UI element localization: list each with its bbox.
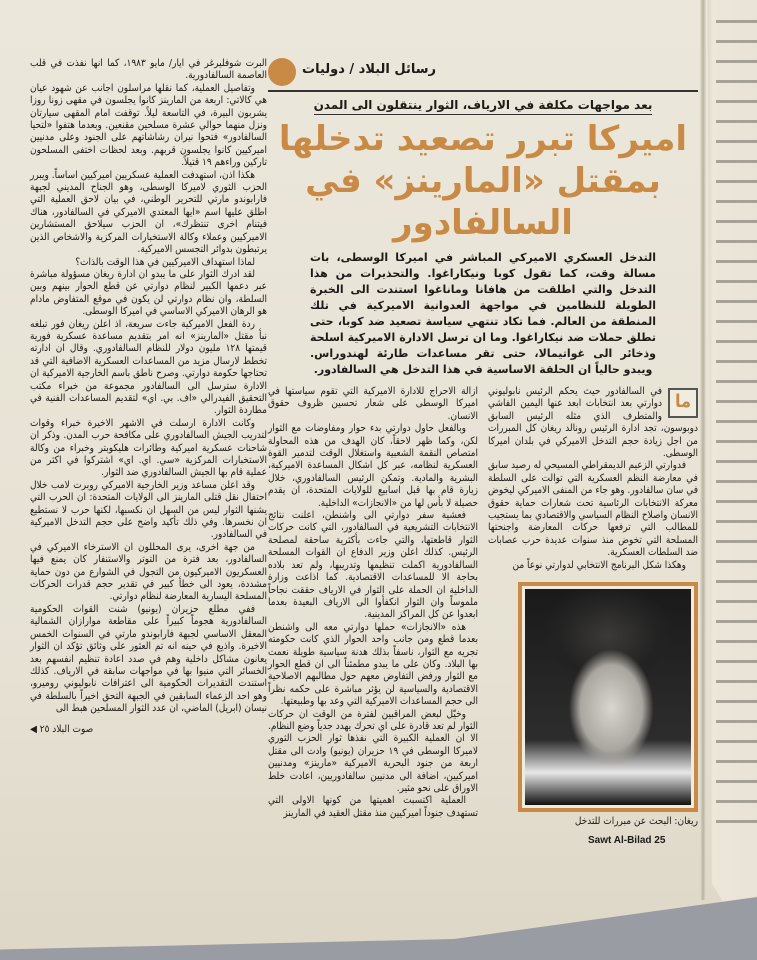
paragraph: هذه «الانجازات» حملها دوارتي معه الى واشنطن بعدما قطع ومن جانب واحد الحوار الذي كانت حكومته تجريه مع الثوار، ناسفاً بذلك هدنة سياسية طويلة نعمت بها البلاد. وكان على ما يبدو مطمئناً الى ان قطع الحوار مع الثوار ورفض التفاوض معهم حول مطالبهم الاصلاحية الاقتصادية والسياسية لن يؤثر مباشرة على حكمه نظراً الى حجم المساعدات الاميركية التي وعد بها وطبيعتها. (268, 621, 478, 708)
header-rule (268, 90, 698, 92)
adjacent-page-text (716, 10, 757, 840)
section-dot-icon (268, 58, 296, 86)
paragraph: فدوارتي الزعيم الديمقراطي المسيحي له رصيد سابق في معارضة النظم العسكرية التي توالت على السلطة في سان سالفادور. وهو جاء من المنفى الاميركي ليخوض معركة الانتخابات الرئاسية تحت شعارات حماية حقوق الانسان واصلاح النظام السياسي والاقتصادي بما يستجيب للمطالب التي ترفعها حركات المعارضة واجنحتها المسلحة التي تخوض منذ سنوات عديدة حرب عصابات ضد السلطات العسكرية. (488, 460, 698, 559)
paragraph: ردة الفعل الاميركية جاءت سريعة، اذ اعلن ريغان فور تبلغه نبأ مقتل «المارينز» انه امر بتقديم مساعدة عسكرية فورية قيمتها ١٢٨ مليون دولار للنظام السالفادوري. وقال ان ادارته تخطط لارسال مزيد من المساعدات العسكرية الاضافية التي قد تحتاجها حكومة دوارتي. وصرح ناطق باسم الخارجية الاميركية ان الادارة سترسل الى السالفادور مجموعة من خبراء مكتب التحقيق الفيدرالي «اف. بي. اي» لتقديم المساعدات الفنية في مطاردة الثوار. (30, 318, 267, 417)
paragraph: العملية اكتسبت اهميتها من كونها الاولى التي تستهدف جنوداً اميركيين منذ مقتل العقيد في المارينز (268, 795, 478, 819)
kicker (268, 98, 698, 112)
headline: اميركا تبرر تصعيد تدخلها بمقتل «المارينز» في السالفادور (278, 119, 688, 243)
dropcap-icon (668, 388, 698, 418)
paragraph: ففي مطلع حزيران (يونيو) شنت القوات الحكومية السالفادورية هجوماً كبيراً على مقاطعة موارازان الشمالية المعقل الاساسي لجبهة فارابوندو مارتي في السنوات الخمس الاخيرة. واذيع في حينه انه تم العثور على وثائق تؤكد ان الثوار يعانون مشاكل داخلية وهم في صدد اعادة تنظيم انفسهم بعد الخسائر التي منيوا بها في مواجهات سابقة في الارياف. كذلك استندت التقديرات الحكومية الى اعترافات نابوليوني روميرو، وهو احد الزعماء السابقين في الجبهة التحق اخيراً بالسلطة في نيسان (ابريل) الماضي، ان عدد الثوار المسلحين هبط الى (30, 603, 267, 715)
article-main-area (268, 58, 698, 847)
article-columns (268, 386, 698, 847)
paragraph: هكذا اذن، استهدفت العملية عسكريين اميركيين اساساً. ويبرر الحزب الثوري لاميركا الوسطى، وهو الجناح المديني لجبهة فارابوندو مارتي للتحرير الوطني، في بيان لاحق العملية التي اطلق عليها اسم «ايها المعتدي الاميركي في السالفادور، هناك فيتنام اخرى تنتظرك»، ان الحزب سيلاحق المستشارين الاميركيين وعملاء وكالة الاستخبارات المركزية والاشخاص الذين يرتبطون بدوائر التجسس الاميركية. (30, 169, 267, 256)
page-footer (30, 724, 267, 736)
kicker-text: بعد مواجهات مكلفة في الارياف، الثوار ينتقلون الى المدن (314, 98, 653, 115)
paragraph: ازالة الاحراج للادارة الاميركية التي تقوم سياستها في اميركا الوسطى على شعار تحسين ظروف حقوق الانسان. (268, 386, 478, 422)
page-number-latin: Sawt Al-Bilad 25 (588, 834, 666, 846)
footer-label: صوت البلاد ٢٥ (39, 723, 94, 735)
page-gutter (700, 0, 706, 900)
section-label: رسائل البلاد / دوليات (302, 62, 437, 77)
portrait-image (525, 589, 691, 805)
background-surface (0, 890, 757, 960)
article-column-left (30, 58, 267, 736)
paragraph: البرت شوفليرغر في ايار/ مايو ١٩٨٣، كما انها نفذت في قلب العاصمة السالفادورية. (30, 58, 267, 82)
adjacent-page-edge (702, 0, 757, 960)
paragraph: فعشية سفر دوارتي الى واشنطن، اعلنت نتائج الانتخابات التشريعية في السالفادور، التي كانت حركات الثوار قاطعتها، والتي جاءت بأكثرية ساحقة لمصلحة الرئيس. كذلك اعلن وزير الدفاع ان القوات المسلحة السالفادورية اكملت تنظيمها وتدريبها، ولم تعد بلاده بحاجة الا للمساعدات الاقتصادية. كما اذاعت وزارة الداخلية ان الحملة على الثوار في الارياف حققت نجاحاً ملموساً وان الثوار انكفأوا الى الارياف البعيدة بعدما ابعدوا عن كل المراكز المدينية. (268, 510, 478, 621)
paragraph: وبالفعل حاول دوارتي بدء حوار ومفاوضات مع الثوار لكن، وكما ظهر لاحقاً، كان الهدف من هذه المحاولة امتصاص النقمة الشعبية واستغلال الوقت لتدمير القوة العسكرية لنظامه، عبر كل اشكال المساعدة الاميركية، البشرية والمادية. وتمكن الرئيس السالفادوري، خلال زيارة قام بها قبل اسابيع للولايات المتحدة، ان يقدم حصيلة لا بأس لها من «الانجازات» الداخلية. (268, 423, 478, 509)
paragraph: وكانت الادارة ارسلت في الاشهر الاخيرة خبراء وقوات لتدريب الجيش السالفادوري على مكافحة حرب المدن. وذكر ان شاحنات عسكرية اميركية وطائرات هليكوبتر وخبراء من وكالة الاستخبارات المركزية «سي. اي. اي» اشتركوا في اكثر من عملية قام بها الجيش السالفادوري ضد الثوار. (30, 417, 267, 479)
article-column-right (488, 386, 698, 847)
paragraph: وتفاصيل العملية، كما نقلها مراسلون اجانب عن شهود عيان هي كالاتي: اربعة من المارينز كانوا يجلسون في مقهى زونا روزا يشربون البيرة، في التاسعة ليلاً. توقفت امام المقهى سيارتان ونزل منهما حوالي عشرة مسلحين مقنعين. وبعدما هتفوا «لتحيا السالفادور» فتحوا نيران رشاشاتهم على الجنود وعلى مدنيين اميركيين كانوا يجلسون قربهم. وبعد لحظات اختفى المسلحون تاركين وراءهم ١٩ قتيلاً. (30, 82, 267, 169)
section-header (268, 58, 698, 88)
paragraph: وقد اعلن مساعد وزير الخارجية الاميركي روبرت لامب خلال احتفال نقل قتلى المارينز الى الولايات المتحدة: ان الحرب التي يشنها الثوار ليس من السهل ان نكسبها، لكنها حرب لا نستطيع ان نخسرها. وفي ذلك تأكيد واضح على حجم التدخل الاميركية في السالفادور. (30, 479, 267, 541)
photo-caption: ريغان: البحث عن مبررات للتدخل (574, 816, 698, 828)
paragraph: لماذا استهداف الاميركيين في هذا الوقت بالذات؟ (75, 256, 255, 268)
paragraph: وهكذا شكل البرنامج الانتخابي لدوارتي نوعاً من (512, 559, 686, 571)
dropcap-letter: ما (674, 391, 692, 412)
paragraph: في السالفادور حيث يحكم الرئيس نابوليوني دوارتي بعد انتخابات ابعد عنها اليمين الفاشي والمتطرف الذي مثله الرئيس السابق دوبوسون، تجد ادارة الرئيس رونالد ريغان كل المبررات من اجل زيادة حجم التدخل الاميركي في بلدان اميركا الوسطى. (488, 386, 698, 460)
standfirst: التدخل العسكري الاميركي المباشر في اميركا الوسطى، بات مسالة وقت، كما تقول كوبا ونيكاراغوا. والتحذيرات من هذا التدخل والتي اطلقت من هافانا وماناغوا استندت الى الخبرة الطويلة للنظامين في مواجهة العدوانية الاميركية في تلك المنطقة من العالم. فما تكاد تنتهي سياسة تصعيد ضد كوبا، حتى تطلق حملات ضد نيكاراغوا. وما ان ترسل الادارة الاميركية اسلحة وذخائر الى غواتيمالا، حتى تقر مساعدات طارئة لهندوراس. ويبدو حالياً ان الحلقة الاساسية في هذا التدخل هي السالفادور. (310, 251, 656, 376)
article-column-middle (268, 386, 478, 847)
photo-reagan (518, 582, 698, 812)
paragraph: وخيّل لبعض المراقبين لفترة من الوقت ان حركات الثوار لم تعد قادرة على اي تحرك يهدد جدياً وضع النظام. الا ان العملية الكبيرة التي نفذها ثوار الحزب الثوري لاميركا الوسطى في ١٩ حزيران (يونيو) وادت الى مقتل اربعة من جنود البحرية الاميركية «مارينز» ومدنيين اميركيين، اضافة الى مدنيين سالفادوريين، اعادت خلط الاوراق على نحو مثير. (268, 708, 478, 794)
arrow-left-icon: ◀ (30, 723, 37, 735)
paragraph: لقد ادرك الثوار على ما يبدو ان ادارة ريغان مسؤولة مباشرة عبر دعمها الكبير لنظام دوارتي عن قطع الحوار بينهم وبين السلطة، وان نظام دوارتي لن يكون في موقع المتفاوض مادام هو الرهان الاميركي الاساسي في اميركا الوسطى. (30, 268, 267, 318)
paragraph: من جهة اخرى، يرى المحللون ان الاسترخاء الاميركي في السالفادور، بعد فترة من التوتر والاستنفار كان يمنع فيها العسكريون الاميركيون من التجول في الشوارع من دون حماية مشددة، يعود الى خطأ كبير في تقدير حجم قدرات الحركات المسلحة اليسارية المعارضة لنظام دوارتي. (30, 541, 267, 603)
